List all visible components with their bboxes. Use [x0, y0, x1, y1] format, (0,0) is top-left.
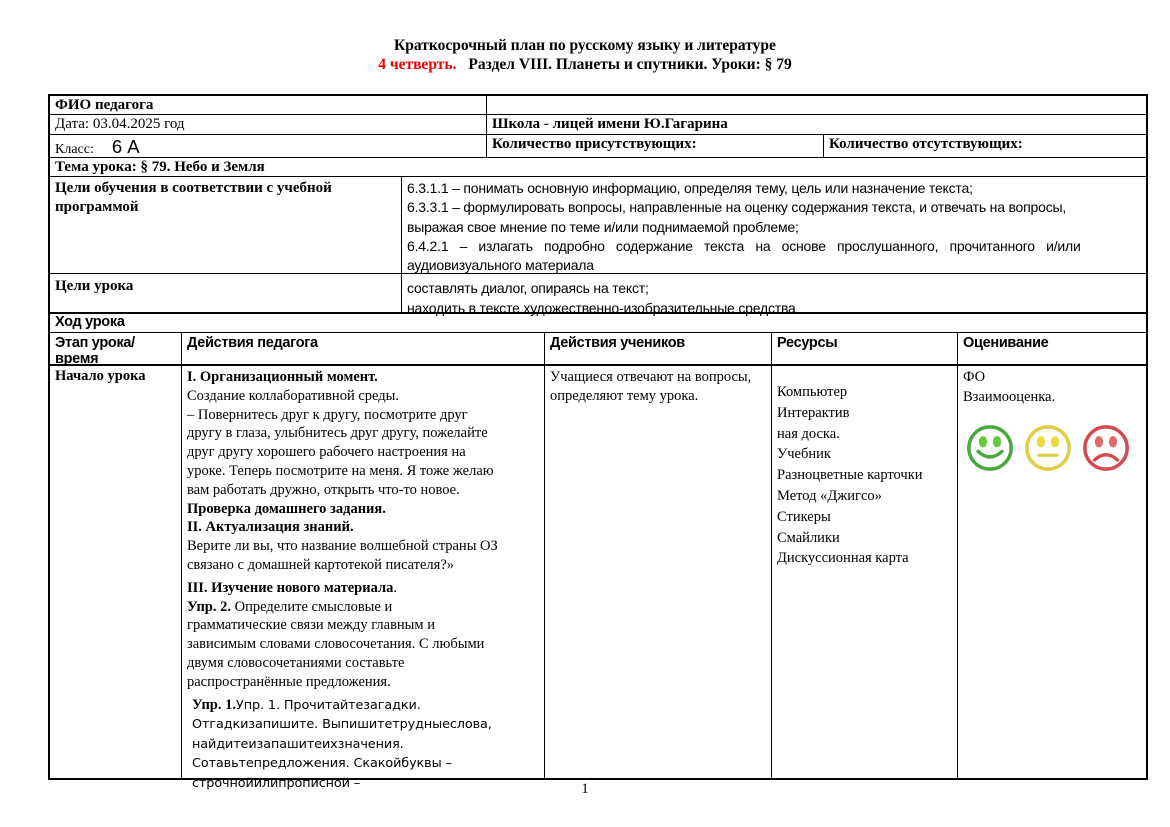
resource-line: Разноцветные карточки: [777, 467, 923, 484]
objective-line: 6.4.2.1 – излагать подробно содержание текста на основе прослушанного, прочитанного и/или: [407, 237, 1081, 254]
smiley-rating: [965, 422, 1141, 474]
date-label: Дата: 03.04.2025 год: [50, 115, 487, 134]
class-label: Класс:: [55, 142, 94, 157]
col-header-evaluation: Оценивание: [963, 335, 1049, 351]
evaluation-cell: [958, 366, 1146, 778]
teacher-action-line: другу в глаза, улыбнитесь друг другу, пожелайте: [187, 425, 488, 442]
teacher-action-line: Создание коллаборативной среды.: [187, 387, 400, 404]
page-number: 1: [581, 781, 589, 797]
objective-line: 6.3.3.1 – формулировать вопросы, направленные на оценку содержания текста, и отвечать на вопросы,: [407, 199, 1067, 216]
teacher-action-line: уроке. Теперь посмотрите на меня. Я тоже желаю: [187, 462, 494, 479]
evaluation-line: ФО: [963, 369, 986, 385]
topic-label: Тема урока: § 79. Небо и Земля: [55, 159, 265, 175]
row-lesson-start: [50, 366, 1146, 791]
class-cell: [50, 135, 487, 157]
objective-line: 6.3.1.1 – понимать основную информацию, определяя тему, цель или назначение текста;: [407, 180, 973, 196]
teacher-action-line: связано с домашней картотекой писателя?»: [187, 556, 455, 573]
resource-line: Смайлики: [777, 529, 840, 546]
fio-value-cell: [487, 96, 1146, 114]
col-header-resources: Ресурсы: [772, 333, 958, 364]
teacher-action-line: Упр. 1.Упр. 1. Прочитайтезагадки.: [192, 696, 421, 713]
teacher-action-line: грамматические связи между главным и: [187, 617, 435, 634]
row-date-school: [50, 115, 1146, 135]
col-header-stage: Этап урока/время: [50, 333, 182, 364]
learning-objectives: [402, 177, 1146, 273]
resource-line: Интерактив: [777, 404, 850, 421]
row-topic: [50, 158, 1146, 177]
lesson-goal-line: составлять диалог, опираясь на текст;: [407, 280, 649, 296]
neutral-smiley-icon: [1023, 422, 1073, 474]
row-fio: [50, 96, 1146, 115]
teacher-actions-cell: [182, 366, 545, 791]
row-lesson-goals: [50, 274, 1146, 314]
row-course: [50, 314, 1146, 333]
title-line1: Краткосрочный план по русскому языку и литературе: [394, 37, 776, 54]
teacher-action-line: найдитеизапашитеихзначения.: [192, 736, 404, 752]
objective-line: аудиовизуального материала: [407, 257, 594, 274]
resource-line: Дискуссионная карта: [777, 550, 909, 567]
teacher-action-line: вам работать дружно, открыть что-то новое.: [187, 481, 460, 498]
resource-line: Метод «Джигсо»: [777, 487, 882, 504]
row-column-headers: [50, 333, 1146, 366]
resource-line: ная доска.: [777, 425, 840, 442]
document-title: [0, 36, 1170, 74]
lesson-plan-table: [48, 94, 1148, 791]
class-value: 6 А: [111, 136, 140, 157]
lesson-goals-label: Цели урока: [50, 274, 402, 312]
resource-line: Учебник: [777, 446, 831, 463]
resource-line: Компьютер: [777, 384, 848, 400]
teacher-action-line: Сотавьтепредложения. Скакойбуквы –: [192, 756, 452, 772]
teacher-action-line: зависимым словами словосочетания. С любыми: [187, 636, 485, 653]
resources-cell: [772, 366, 958, 778]
objectives-label: Цели обучения в соответствии с учебной программой: [50, 177, 402, 273]
row-class-counts: [50, 135, 1146, 158]
section-label: Раздел VIII. Планеты и спутники. Уроки: § 79: [468, 56, 792, 73]
stage-name: Начало урока: [50, 366, 182, 778]
teacher-action-line: друг другу хорошего рабочего настроения на: [187, 444, 466, 461]
teacher-action-line: двумя словосочетаниями составьте: [187, 654, 405, 671]
student-actions-cell: Учащиеся отвечают на вопросы, определяют тему урока.: [545, 366, 772, 778]
lesson-goal-line: находить в тексте художественно-изобразительные средства: [407, 300, 796, 316]
happy-smiley-icon: [965, 422, 1015, 474]
evaluation-line: Взаимооценка.: [963, 388, 1056, 405]
resource-line: Стикеры: [777, 508, 831, 525]
teacher-action-line: строчнойилипрописной –: [192, 775, 361, 791]
objective-line: выражая свое мнение по теме и/или поднимаемой проблеме;: [407, 218, 799, 235]
teacher-action-line: Отгадкизапишите. Выпишитетрудныеслова,: [192, 717, 492, 733]
teacher-action-line: – Повернитесь друг к другу, посмотрите друг: [187, 406, 468, 423]
teacher-action-line: III. Изучение нового материала.: [187, 579, 397, 596]
col-header-students: Действия учеников: [545, 333, 772, 364]
fio-label: ФИО педагога: [50, 96, 487, 114]
teacher-action-line: Проверка домашнего задания.: [187, 500, 386, 517]
absent-label: Количество отсутствующих:: [829, 136, 1023, 152]
lesson-goals: [402, 274, 1146, 316]
teacher-action-line: II. Актуализация знаний.: [187, 519, 354, 536]
school-label: Школа - лицей имени Ю.Гагарина: [492, 116, 728, 132]
row-objectives: [50, 177, 1146, 274]
present-label: Количество присутствующих:: [487, 135, 824, 157]
teacher-action-line: распространённые предложения.: [187, 673, 391, 690]
col-header-teacher: Действия педагога: [182, 333, 545, 364]
sad-smiley-icon: [1081, 422, 1131, 474]
title-line2: [0, 55, 1170, 74]
teacher-action-line: I. Организационный момент.: [187, 369, 378, 385]
evaluation-text: [963, 368, 1141, 407]
course-label: Ход урока: [55, 314, 125, 330]
teacher-action-line: Верите ли вы, что название волшебной страны ОЗ: [187, 538, 498, 555]
quarter-label: 4 четверть.: [378, 56, 457, 73]
teacher-action-line: Упр. 2. Определите смысловые и: [187, 598, 393, 615]
